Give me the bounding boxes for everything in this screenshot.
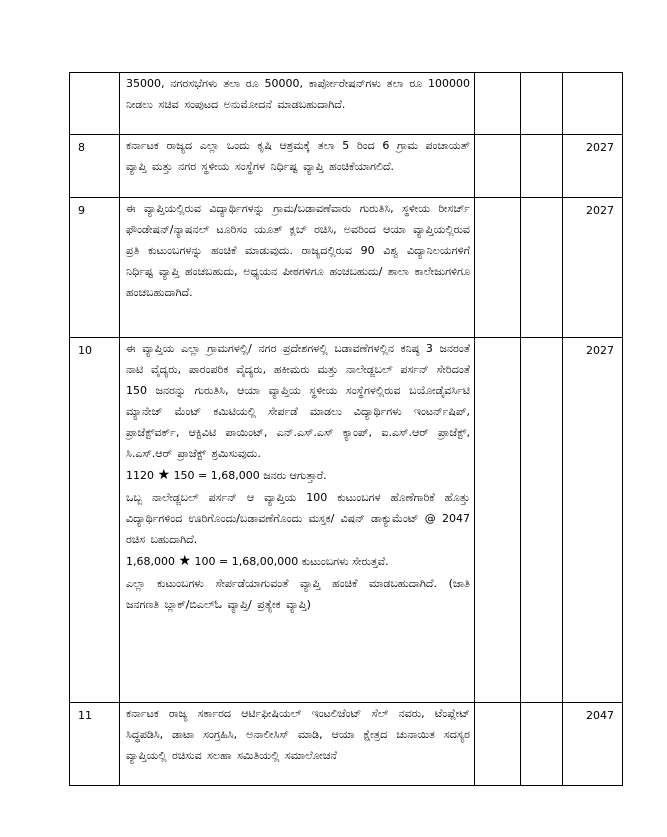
target-year: 2027 xyxy=(563,135,623,198)
row-description xyxy=(120,703,475,786)
empty-cell xyxy=(475,338,521,703)
calc-left: 1120 xyxy=(126,469,154,482)
row-description xyxy=(120,198,475,338)
table-row xyxy=(70,198,623,338)
row-description xyxy=(120,73,475,135)
row-description xyxy=(120,135,475,198)
description-text: ಒಬ್ಬ ನಾಲೇಡ್ಜಬಲ್ ಪರ್ಸನ್ ಆ ವ್ಯಾಪ್ತಿಯ 100 ಕುಟುಂಬಗಳ ಹೊಣೆಗಾರಿಕೆ ಹೊತ್ತು ವಿದ್ಯಾರ್ಥಿಗಳಿಂದ ಊರಿಗೊಂದು/ಬಡಾವಣೆಗೊಂದು ಮಸ್ತಕ/ ವಿಷನ್ ಡಾಕ್ಯುಮೆಂಟ್ @ 2047 ರಚಿಸ ಬಹುದಾಗಿದೆ. xyxy=(126,491,470,546)
table-row xyxy=(70,338,623,703)
description-text: ಕರ್ನಾಟಕ ರಾಜ್ಯ ಸರ್ಕಾರದ ಆರ್ಟಿಫೀಷಿಯಲ್ ಇಂಟಲಿಜೆಂಟ್ ಸೆಲ್ ನವರು, ಟೆಂಪ್ಲೇಟ್ ಸಿದ್ಧಪಡಿಸಿ, ಡಾಟಾ ಸಂಗ್ರಹಿಸಿ, ಅನಾಲೀಸಿಸ್ ಮಾಡಿ, ಆಯಾ ಕ್ಷೇತ್ರದ ಚುನಾಯಿತ ಸದಸ್ಯರ ವ್ಯಾಪ್ತಿಯಲ್ಲಿ ರಚಿಸುವ ಸಲಹಾ ಸಮಿತಿಯಲ್ಲಿ ಸಮಾಲೋಚನೆ xyxy=(126,707,470,762)
empty-cell xyxy=(475,73,521,135)
empty-cell xyxy=(521,198,563,338)
calc-left: 1,68,000 xyxy=(126,555,175,568)
description-text: ಎಲ್ಲಾ ಕುಟುಂಬಗಳು ಸೇರ್ಪಡೆಯಾಗುವಂತೆ ವ್ಯಾಪ್ತಿ ಹಂಚಿಕೆ ಮಾಡಬಹುದಾಗಿದೆ. (ಜಾತಿ ಜನಗಣತಿ ಬ್ಲಾಕ್/ಬಿಎಲ್‌ಓ ವ್ಯಾಪ್ತಿ/ ಪ್ರತ್ಯೇಕ ವ್ಯಾಪ್ತಿ) xyxy=(126,577,470,611)
empty-cell xyxy=(521,703,563,786)
table-row xyxy=(70,703,623,786)
empty-cell xyxy=(475,198,521,338)
star-icon: ★ xyxy=(157,467,171,483)
empty-cell xyxy=(521,73,563,135)
row-number: 11 xyxy=(70,703,120,786)
row-number: 9 xyxy=(70,198,120,338)
target-year xyxy=(563,73,623,135)
row-number: 8 xyxy=(70,135,120,198)
empty-cell xyxy=(475,703,521,786)
row-number: 10 xyxy=(70,338,120,703)
calc-right: 150 = 1,68,000 ಜನರು ಆಗುತ್ತಾರೆ. xyxy=(173,469,327,482)
target-year: 2047 xyxy=(563,703,623,786)
plan-table xyxy=(69,72,623,786)
target-year: 2027 xyxy=(563,198,623,338)
row-number xyxy=(70,73,120,135)
table-row xyxy=(70,73,623,135)
empty-cell xyxy=(475,135,521,198)
empty-cell xyxy=(521,338,563,703)
description-text: 35000, ನಗರಸಭೆಗಳು ತಲಾ ರೂ 50000, ಕಾರ್ಪೋರೇಷನ್‌ಗಳು ತಲಾ ರೂ 100000 ನೀಡಲು ಸಚಿವ ಸಂಪುಟದ ಅನುಮೋದನೆ ಮಾಡಬಹುದಾಗಿದೆ. xyxy=(126,77,470,111)
description-text: ಈ ವ್ಯಾಪ್ತಿಯಲ್ಲಿರುವ ವಿದ್ಯಾರ್ಥಿಗಳನ್ನು ಗ್ರಾಮ/ಬಡಾವಣೆವಾರು ಗುರುತಿಸಿ, ಸ್ಥಳೀಯ ರೀಸರ್ಚ್ ಫೌಂಡೇಷನ್/ನ್ಯಾಷನಲ್ ಟೂರಿಸಂ ಯೂತ್ ಕ್ಲಬ್ ರಚಿಸಿ, ಅವರಿಂದ ಆಯಾ ವ್ಯಾಪ್ತಿಯಲ್ಲಿರುವ ಪ್ರತಿ ಕುಟುಂಬಗಳನ್ನು ಹಂಚಿಕೆ ಮಾಡುವುದು. ರಾಜ್ಯದಲ್ಲಿರುವ 90 ವಿಶ್ವ ವಿದ್ಯಾನಿಲಯಗಳಿಗೆ ನಿರ್ಧಿಷ್ಟ ವ್ಯಾಪ್ತಿ ಹಂಚಬಹುದು, ಅಧ್ಯಯನ ಪೀಠಗಳಿಗೂ ಹಂಚಬಹುದು/ ಶಾಲಾ ಕಾಲೇಜುಗಳಿಗೂ ಹಂಚಬಹುದಾಗಿದೆ. xyxy=(126,202,470,299)
table-row xyxy=(70,135,623,198)
empty-cell xyxy=(521,135,563,198)
target-year: 2027 xyxy=(563,338,623,703)
calculation-line xyxy=(120,464,474,487)
description-text: ಕರ್ನಾಟಕ ರಾಜ್ಯದ ಎಲ್ಲಾ ಒಂದು ಕೃಷಿ ಆಶ್ರಮಕ್ಕೆ ತಲಾ 5 ರಿಂದ 6 ಗ್ರಾಮ ಪಂಚಾಯತ್ ವ್ಯಾಪ್ತಿ ಮತ್ತು ನಗರ ಸ್ಥಳೀಯ ಸಂಸ್ಥೆಗಳ ನಿರ್ಧಿಷ್ಟ ವ್ಯಾಪ್ತಿ ಹಂಚಿಕೆಯಾಗಲಿದೆ. xyxy=(126,139,470,173)
calc-right: 100 = 1,68,00,000 ಕುಟುಂಬಗಳು ಸೇರುತ್ತವೆ. xyxy=(194,555,389,568)
description-text: ಈ ವ್ಯಾಪ್ತಿಯ ಎಲ್ಲಾ ಗ್ರಾಮಗಳಲ್ಲಿ/ ನಗರ ಪ್ರದೇಶಗಳಲ್ಲಿ ಬಡಾವಣೆಗಳಲ್ಲಿನ ಕನಿಷ್ಠ 3 ಜನರಂತೆ ನಾಟಿ ವೈದ್ಯರು, ಪಾರಂಪರಿಕ ವೈದ್ಯರು, ಹಕೀಮರು ಮತ್ತು ನಾಲೇಡ್ಜಬಲ್ ಪರ್ಸನ್ ಸೇರಿದಂತೆ 150 ಜನರನ್ನು ಗುರುತಿಸಿ, ಆಯಾ ವ್ಯಾಪ್ತಿಯ ಸ್ಥಳೀಯ ಸಂಸ್ಥೆಗಳಲ್ಲಿರುವ ಬಯೋಡೈವರ್ಸಿಟಿ ಮ್ಯಾನೇಜ್ ಮೆಂಟ್ ಕಮಿಟಿಯಲ್ಲಿ ಸೇರ್ಪಡೆ ಮಾಡಲು ವಿದ್ಯಾರ್ಥಿಗಳು ಇಂಟರ್ನ್‌ಷಿಪ್, ಪ್ರಾಜೆಕ್ಟ್‌ವರ್ಕ್, ಆಕ್ಟಿವಿಟಿ ಪಾಯಿಂಟ್, ಎನ್.ಎಸ್.ಎಸ್ ಕ್ಯಾಂಪ್, ಐ.ಎಸ್.ಆರ್ ಪ್ರಾಜೆಕ್ಟ್, ಸಿ.ಎಸ್.ಆರ್ ಪ್ರಾಜೆಕ್ಟ್ ಶ್ರಮಿಸುವುದು. xyxy=(126,342,470,460)
star-icon: ★ xyxy=(178,553,192,569)
row-description xyxy=(120,338,475,703)
calculation-line xyxy=(120,550,474,573)
